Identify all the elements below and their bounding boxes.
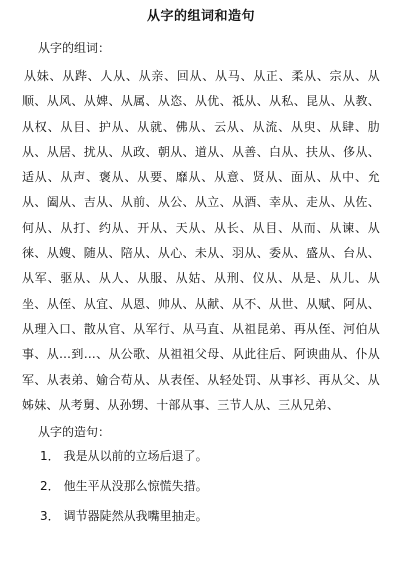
sentence-item [40,448,380,464]
words-paragraph: 从妹、从跸、人从、从亲、回从、从马、从正、柔从、宗从、从顺、从风、从婢、从属、从恣、从优、祗从、从私、昆从、从教、从权、从目、护从、从就、佛从、云从、从流、从臾、从肆、肋从、从居、扰从、从政、朝从、道从、从善、白从、扶从、侈从、适从、从声、褒从、从要、靡从、从意、贤从、面从、从中、允从、阖从、吉从、从前、从公、从立、从酒、幸从、走从、从佐、何从、从打、约从、开从、天从、从长、从目、从而、从谏、从徕、从嫂、随从、陪从、从心、未从、羽从、委从、盛从、台从、从军、驱从、从人、从服、从姑、从刑、仪从、从是、从儿、从坐、从侄、从宜、从恩、帅从、从献、从不、从世、从赋、阿从、从理入口、散从官、从军行、从马直、从祖昆弟、再从侄、河伯从事、从…到…、从公歌、从祖祖父母、从此往后、阿谀曲从、仆从军、从表弟、媮合苟从、从表侄、从轻处罚、从事衫、再从父、从姊妹、从考舅、从孙甥、十部从事、三节人从、三从兄弟、 [22,69,380,412]
sentence-text: 我是从以前的立场后退了。 [63,449,208,464]
sentence-text: 他生平从没那么惊慌失措。 [63,479,208,494]
sentences-section-label: 从字的造句： [38,425,111,440]
page-title: 从字的组词和造句 [146,9,255,24]
words-section-label: 从字的组词： [38,41,111,55]
sentence-number: 3． [40,509,60,524]
sentence-number: 2． [40,479,60,494]
sentence-text: 调节器陡然从我嘴里抽走。 [63,509,208,524]
sentence-item [40,478,380,494]
sentence-item [40,508,380,524]
sentence-number: 1． [40,449,60,464]
